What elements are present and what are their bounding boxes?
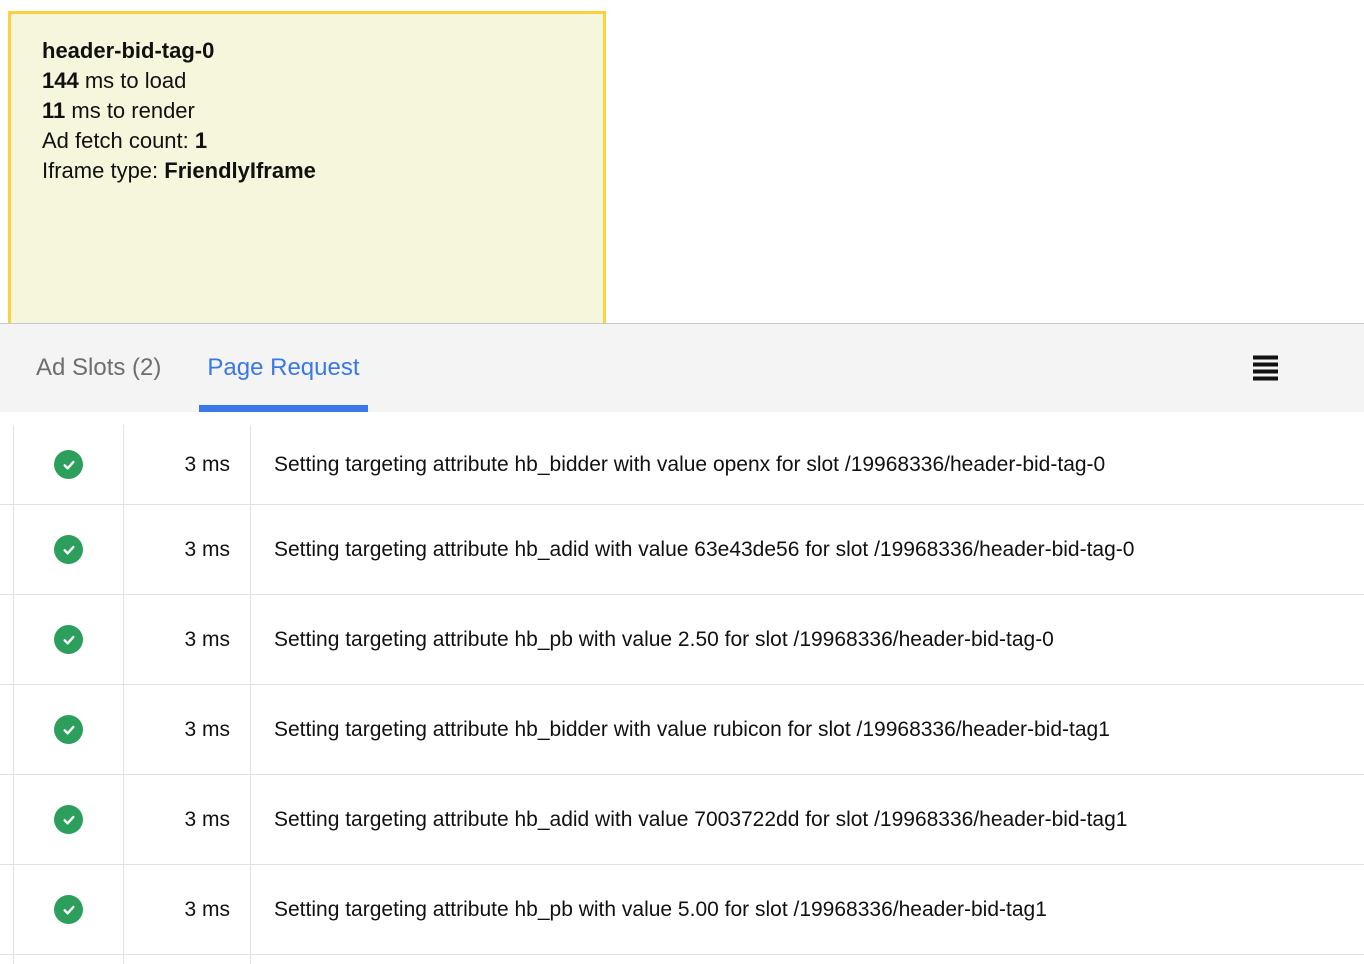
tab-ad-slots[interactable]: Ad Slots (2): [36, 354, 162, 381]
log-time: 3 ms: [123, 775, 250, 864]
log-row: [0, 775, 1364, 865]
success-check-icon: [54, 625, 83, 654]
log-rows: [0, 425, 1364, 964]
log-row: [0, 685, 1364, 775]
log-row: [0, 505, 1364, 595]
success-check-icon: [54, 715, 83, 744]
log-row: [0, 425, 1364, 505]
log-status-cell: [13, 505, 123, 594]
tab-page-request[interactable]: Page Request: [199, 324, 367, 412]
log-message: Setting targeting attribute hb_pb with value 5.00 for slot /19968336/header-bid-tag1: [250, 865, 1364, 954]
log-time: 3 ms: [123, 505, 250, 594]
slot-fetch-count: Ad fetch count: 1: [42, 128, 208, 153]
slot-render-time: 11 ms to render: [42, 98, 195, 123]
console-tab-bar: [0, 323, 1364, 412]
log-status-cell: [13, 595, 123, 684]
success-check-icon: [54, 535, 83, 564]
log-status-cell: [13, 685, 123, 774]
list-menu-icon[interactable]: [1253, 356, 1278, 381]
success-check-icon: [54, 805, 83, 834]
log-message: [250, 955, 1364, 964]
log-time: 3 ms: [123, 425, 250, 504]
success-check-icon: [54, 895, 83, 924]
log-time: 3 ms: [123, 685, 250, 774]
page-request-log: [0, 412, 1364, 964]
log-message: Setting targeting attribute hb_adid with value 7003722dd for slot /19968336/header-bid-tag1: [250, 775, 1364, 864]
log-time: [123, 955, 250, 964]
menu-bar: [1253, 377, 1278, 381]
log-message: Setting targeting attribute hb_pb with value 2.50 for slot /19968336/header-bid-tag-0: [250, 595, 1364, 684]
success-check-icon: [54, 450, 83, 479]
log-message: Setting targeting attribute hb_bidder with value openx for slot /19968336/header-bid-tag-0: [250, 425, 1364, 504]
log-status-cell: [13, 865, 123, 954]
log-status-cell: [13, 425, 123, 504]
log-row: [0, 955, 1364, 964]
log-row: [0, 595, 1364, 685]
log-time: 3 ms: [123, 865, 250, 954]
slot-info-overlay: [8, 11, 606, 323]
slot-name: header-bid-tag-0: [42, 38, 215, 63]
log-status-cell: [13, 955, 123, 964]
log-row: [0, 865, 1364, 955]
menu-bar: [1253, 363, 1278, 367]
menu-bar: [1253, 370, 1278, 374]
log-message: Setting targeting attribute hb_adid with value 63e43de56 for slot /19968336/header-bid-tag-0: [250, 505, 1364, 594]
log-time: 3 ms: [123, 595, 250, 684]
menu-bar: [1253, 356, 1278, 360]
log-status-cell: [13, 775, 123, 864]
log-message: Setting targeting attribute hb_bidder with value rubicon for slot /19968336/header-bid-tag1: [250, 685, 1364, 774]
slot-load-time: 144 ms to load: [42, 68, 187, 93]
slot-iframe-type: Iframe type: FriendlyIframe: [42, 158, 316, 183]
